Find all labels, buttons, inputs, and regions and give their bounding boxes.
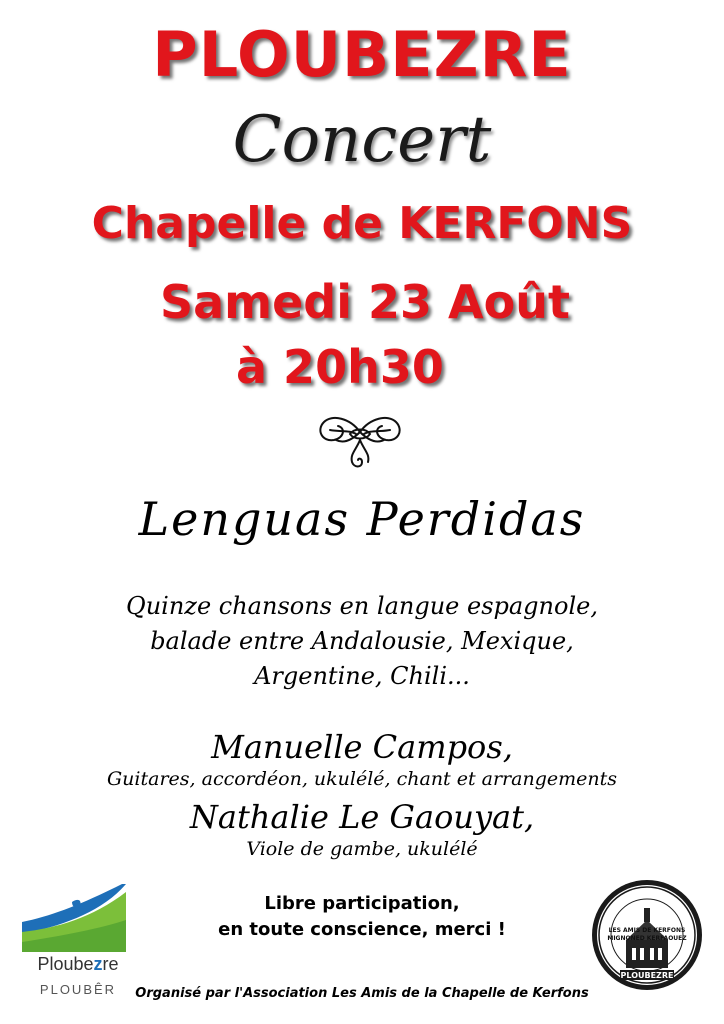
event-type: Concert [232, 103, 492, 177]
description-line-3: Argentine, Chili... [254, 662, 470, 690]
organizer-credit: Organisé par l'Association Les Amis de la Chapelle de Kerfons [135, 986, 589, 1001]
description-line-1: Quinze chansons en langue espagnole, [126, 592, 598, 620]
performer-role: Guitares, accordéon, ukulélé, chant et arrangements [107, 768, 617, 790]
association-seal-icon [590, 878, 704, 992]
performer-name: Nathalie Le Gaouyat, [189, 798, 535, 836]
participation-line-1: Libre participation, [264, 893, 460, 914]
town-title: PLOUBEZRE [152, 18, 572, 91]
logo-name-part: Ploube [37, 954, 94, 974]
performer-role: Viole de gambe, ukulélé [246, 838, 478, 860]
time-title: à 20h30 [236, 340, 444, 394]
logo-town-name [18, 954, 138, 975]
venue-title: Chapelle de KERFONS [91, 198, 633, 249]
flourish-ornament-icon [310, 410, 410, 476]
logo-name-z: z [93, 954, 103, 974]
logo-name-part: re [102, 954, 119, 974]
participation-line-2: en toute conscience, merci ! [218, 919, 506, 940]
landscape-logo-icon [22, 882, 134, 954]
description-line-2: balade entre Andalousie, Mexique, [150, 627, 574, 655]
group-name: Lenguas Perdidas [138, 492, 586, 546]
performer-name: Manuelle Campos, [211, 728, 513, 766]
seal-text-bottom: PLOUBEZRE [620, 971, 674, 980]
logo-breton-name: PLOUBÊR [39, 982, 117, 997]
seal-text-mid: MIGNONED KERFAOUEZ [607, 935, 687, 942]
date-title: Samedi 23 Août [160, 275, 570, 329]
seal-text-top: LES AMIS DE KERFONS [608, 927, 686, 934]
